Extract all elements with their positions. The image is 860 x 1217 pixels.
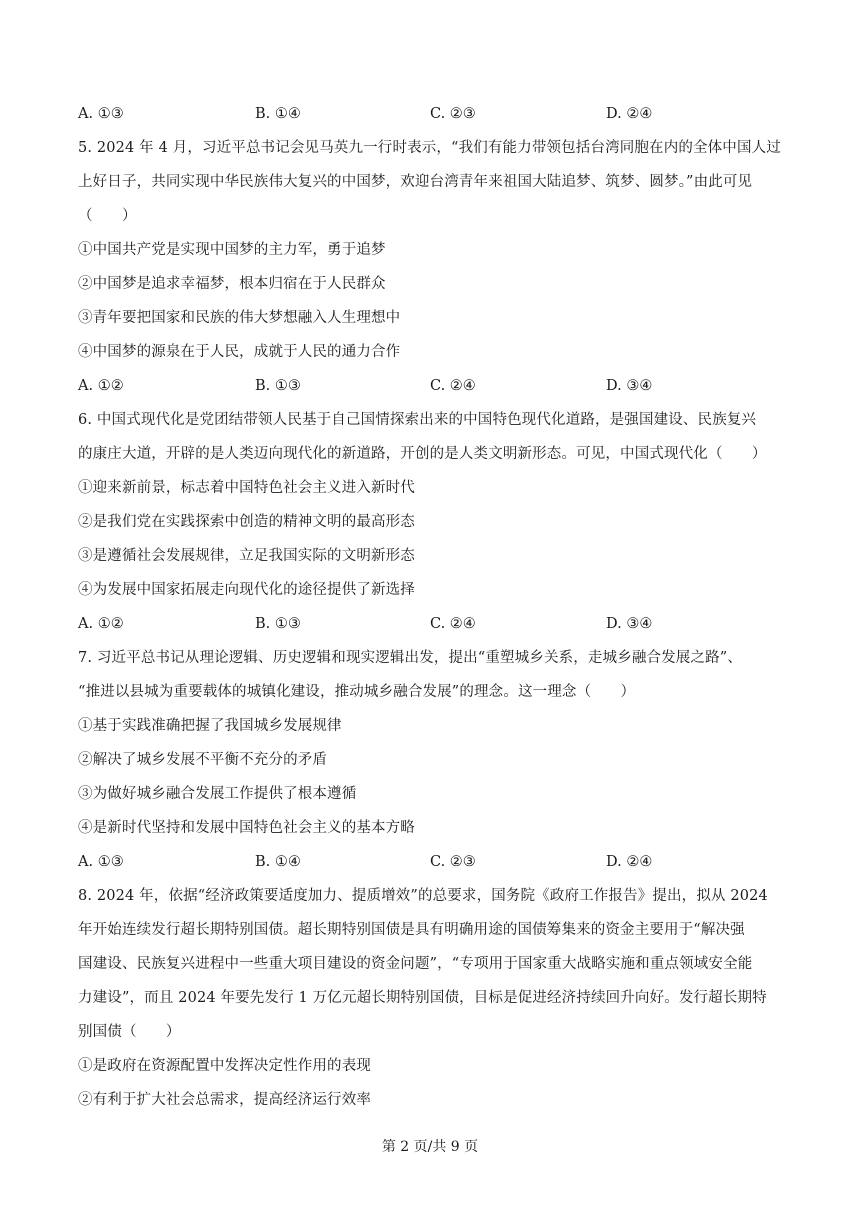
q7-stem-line-1: 7. 习近平总书记从理论逻辑、历史逻辑和现实逻辑出发，提出“重塑城乡关系，走城乡融合发展之路”、 [78,650,742,666]
q6-stem-line-1: 6. 中国式现代化是党团结带领人民基于自己国情探索出来的中国特色现代化道路，是强国建设、民族复兴 [78,412,757,428]
q7-statement-3: ③为做好城乡融合发展工作提供了根本遵循 [78,786,357,802]
q6-options [78,614,788,634]
option-c: C. ②③ [430,854,476,870]
option-d: D. ③④ [606,616,653,632]
option-c: C. ②④ [430,616,476,632]
q6-statement-2: ②是我们党在实践探索中创造的精神文明的最高形态 [78,514,415,530]
q7-statement-4: ④是新时代坚持和发展中国特色社会主义的基本方略 [78,820,415,836]
q7-options [78,852,788,872]
option-a: A. ①② [78,616,124,632]
option-d: D. ②④ [606,106,653,122]
q8-stem-line-5: 别国债（ ） [78,1024,181,1040]
q5-statement-4: ④中国梦的源泉在于人民，成就于人民的通力合作 [78,344,401,360]
option-a: A. ①② [78,378,124,394]
option-a: A. ①③ [78,854,124,870]
q8-stem-line-1: 8. 2024 年，依据“经济政策要适度加力、提质增效”的总要求，国务院《政府工作报告》提出，拟从 2024 [78,888,768,904]
option-d: D. ③④ [606,378,653,394]
q5-stem-line-2: 上好日子，共同实现中华民族伟大复兴的中国梦，欢迎台湾青年来祖国大陆追梦、筑梦、圆梦。”由此可见 [78,174,753,190]
option-c: C. ②④ [430,378,476,394]
option-b: B. ①④ [255,106,301,122]
q8-stem-line-2: 年开始连续发行超长期特别国债。超长期特别国债是具有明确用途的国债筹集来的资金主要用于“解决强 [78,922,745,938]
q6-statement-3: ③是遵循社会发展规律，立足我国实际的文明新形态 [78,548,415,564]
q8-stem-line-4: 力建设”，而且 2024 年要先发行 1 万亿元超长期特别国债，目标是促进经济持续回升向好。发行超长期特 [78,990,767,1006]
option-b: B. ①③ [255,378,301,394]
q6-statement-4: ④为发展中国家拓展走向现代化的途径提供了新选择 [78,582,415,598]
q6-statement-1: ①迎来新前景，标志着中国特色社会主义进入新时代 [78,480,415,496]
option-c: C. ②③ [430,106,476,122]
q7-stem-line-2: “推进以县城为重要载体的城镇化建设，推动城乡融合发展”的理念。这一理念（ ） [78,684,636,700]
page-number: 第 2 页/共 9 页 [381,1139,479,1155]
q5-statement-2: ②中国梦是追求幸福梦，根本归宿在于人民群众 [78,276,386,292]
q5-statement-3: ③青年要把国家和民族的伟大梦想融入人生理想中 [78,310,401,326]
q8-statement-1: ①是政府在资源配置中发挥决定性作用的表现 [78,1058,371,1074]
q5-answer-blank: （ ） [78,208,137,224]
q6-stem-line-2: 的康庄大道，开辟的是人类迈向现代化的新道路，开创的是人类文明新形态。可见，中国式现代化（ ） [78,446,767,462]
q5-statement-1: ①中国共产党是实现中国梦的主力军，勇于追梦 [78,242,386,258]
q5-options [78,376,788,396]
q4-options [78,104,788,124]
option-b: B. ①④ [255,854,301,870]
q7-statement-1: ①基于实践准确把握了我国城乡发展规律 [78,718,342,734]
q5-stem-line-1: 5. 2024 年 4 月，习近平总书记会见马英九一行时表示，“我们有能力带领包括台湾同胞在内的全体中国人过 [78,140,781,156]
q8-stem-line-3: 国建设、民族复兴进程中一些重大项目建设的资金问题”，“专项用于国家重大战略实施和重点领域安全能 [78,956,753,972]
q7-statement-2: ②解决了城乡发展不平衡不充分的矛盾 [78,752,328,768]
option-d: D. ②④ [606,854,653,870]
option-b: B. ①③ [255,616,301,632]
option-a: A. ①③ [78,106,124,122]
q8-statement-2: ②有利于扩大社会总需求，提高经济运行效率 [78,1092,371,1108]
